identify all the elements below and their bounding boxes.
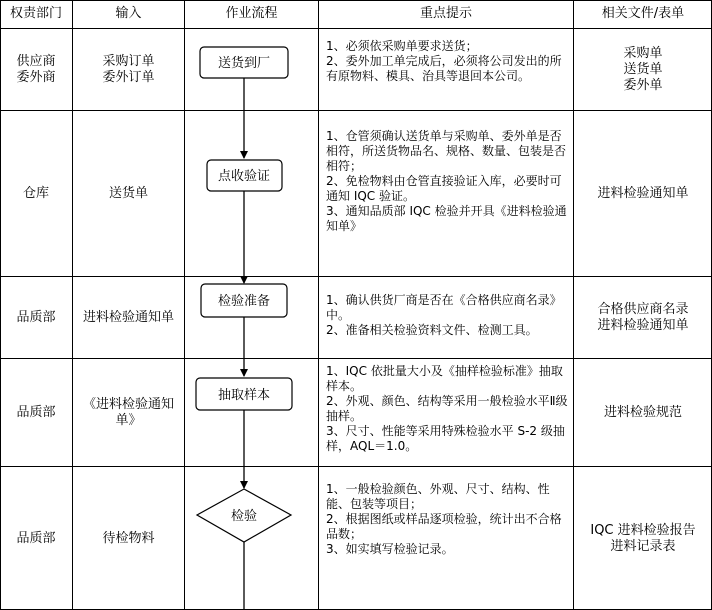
row5-note-2: 2、根据图纸或样品逐项检验，统计出不合格品数； (326, 512, 562, 541)
row5-note-1: 1、一般检验颜色、外观、尺寸、结构、性能、包装等项目； (326, 482, 550, 511)
row3-note-1: 1、确认供货厂商是否在《合格供应商名录》中。 (326, 293, 562, 322)
row4-file-1: 进料检验规范 (603, 404, 682, 420)
row1-files (574, 29, 712, 110)
header-notes: 重点提示 (419, 6, 472, 21)
row1-file-3: 委外单 (623, 77, 663, 93)
row1-file-2: 送货单 (623, 61, 663, 77)
row2-input: 送货单 (108, 185, 148, 201)
header-dept: 权责部门 (9, 6, 62, 21)
row4-notes (326, 364, 570, 454)
step-label-2: 点收验证 (217, 169, 271, 184)
row4-note-1: 1、IQC 依批量大小及《抽样检验标准》抽取样本。 (326, 364, 563, 393)
row5-files (574, 467, 712, 610)
row4-note-3: 3、尺寸、性能等采用特殊检验水平 S-2 级抽样，AQL＝1.0。 (326, 424, 565, 453)
row5-dept: 品质部 (16, 530, 56, 546)
row2-note-2: 2、免检物料由仓管直接验证入库，必要时可通知 IQC 验证。 (326, 174, 562, 203)
row5-notes (326, 482, 570, 557)
header-input: 输入 (115, 6, 142, 21)
row5-input: 待检物料 (102, 530, 155, 546)
row3-notes (326, 293, 570, 338)
row2-note-1: 1、仓管须确认送货单与采购单、委外单是否相符，所送货物品名、规格、数量、包装是否相符； (326, 129, 567, 173)
step-label-5: 检验 (230, 509, 258, 524)
row2-files (574, 111, 712, 276)
row3-files (574, 277, 712, 358)
step-label-1: 送货到厂 (217, 56, 271, 71)
row3-file-1: 合格供应商名录 (597, 301, 689, 317)
step-label-3: 检验准备 (217, 294, 271, 309)
row2-dept: 仓库 (22, 185, 49, 201)
row3-dept: 品质部 (16, 309, 56, 325)
row1-notes (326, 39, 570, 84)
row3-file-2: 进料检验通知单 (597, 317, 689, 333)
step-label-4: 抽取样本 (217, 388, 271, 403)
row5-file-1: IQC 进料检验报告 (590, 522, 696, 538)
row4-files (574, 359, 712, 466)
row3-input: 进料检验通知单 (82, 309, 174, 325)
row1-file-1: 采购单 (623, 45, 663, 61)
row5-file-2: 进料记录表 (610, 538, 676, 554)
row4-note-2: 2、外观、颜色、结构等采用一般检验水平Ⅱ级抽样。 (326, 394, 568, 423)
row4-input: 《进料检验通知单》 (83, 396, 175, 428)
row3-note-2: 2、准备相关检验资料文件、检测工具。 (326, 323, 538, 337)
row4-dept: 品质部 (16, 404, 56, 420)
row1-note-2: 2、委外加工单完成后，必须将公司发出的所有原物料、模具、治具等退回本公司。 (326, 54, 562, 83)
row2-notes (326, 129, 570, 234)
row2-file-1: 进料检验通知单 (597, 185, 689, 201)
row2-note-3: 3、通知品质部 IQC 检验并开具《进料检验通知单》 (326, 204, 567, 233)
header-flow: 作业流程 (225, 6, 278, 21)
row1-dept: 供应商 委外商 (16, 53, 56, 85)
header-files: 相关文件/表单 (601, 6, 685, 21)
row5-note-3: 3、如实填写检验记录。 (326, 542, 454, 556)
row1-note-1: 1、必须依采购单要求送货； (326, 39, 478, 53)
row1-input: 采购订单 委外订单 (102, 53, 155, 85)
